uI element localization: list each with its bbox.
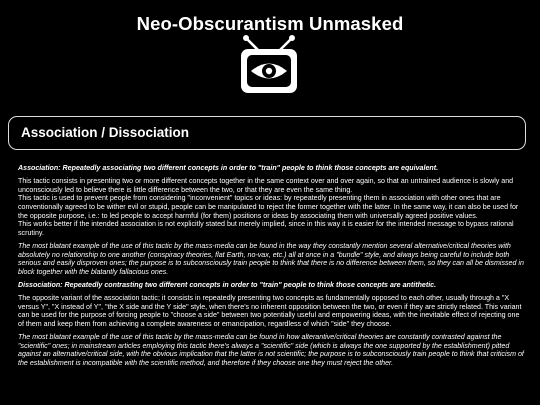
association-heading: Association: Repeatedly associating two different concepts in order to "train" people to think those concepts are equivalent. — [18, 164, 439, 172]
tv-eye-icon — [236, 34, 302, 98]
section-title: Association / Dissociation — [21, 125, 190, 140]
site-title: Neo-Obscurantism Unmasked — [136, 13, 404, 34]
association-paragraph-1: This tactic consists in presenting two or more different concepts together in the same context over and over again, so that an untrained audience is slowly and unconsciously led to believe there is little difference between the two, or that they are even the same thing. — [18, 176, 514, 194]
dissociation-example: The most blatant example of the use of this tactic by the mass-media can be found in how alterantive/critical theories are constantly contrasted against the "scientific" ones; in mainstream articles employing this tactic there's always a "scientific" side (which is always the one supported by the establishment) pitted against an alternative/critical side, with the obvious implication that the latter is not scientific; the purpose is to subconsciously train people to think that criticism of the establishment is incompatible with the scientific method, and therefore if they choose one they must reject the other. — [18, 332, 524, 367]
dissociation-paragraph-1: The opposite variant of the association tactic; it consists in repeatedly presenting two concepts as fundamentally opposed to each other, usually through a "X versus Y", "X instead of Y", "the X side and the Y side" style, when there's no inherent opposition between the two, or even if they are strictly related. This variant can be used for the purpose of forcing people to "choose a side" between two potentially useful and empowering ideas, with the inevitable effect of rejecting one of them and keep them from achieving a complete awareness or emancipation, regardless of which "side" they choose. — [18, 293, 522, 328]
dissociation-heading: Dissociation: Repeatedly contrasting two different concepts in order to "train" people to think those concepts are antithetic. — [18, 281, 437, 289]
association-example: The most blatant example of the use of this tactic by the mass-media can be found in the way they constantly mention several alternative/critical theories with absolutely no relationship to one another (conspiracy theories, flat Earth, no-vax, etc.) all at once in a "bundle" style, and always being careful to include both serious and easily disproven ones; the purpose is to subconsciously train people to think that there is no difference between them, so they can all be dismissed in block together with the blatantly fallacious ones. — [18, 242, 524, 277]
association-paragraph-3: This works better if the intended association is not explicitly stated but merely implied, since in this way it is easier for the intended message to bypass rational scrutiny. — [18, 220, 514, 238]
association-paragraph-2: This tactic is used to prevent people from considering "inconvenient" topics or ideas: by repeatedly presenting them in association with other ones that are conventionally agreed to be wither evil or stupid, people can be manipulated to reject the former together with the latter. In the same way, it can also be used for the opposite purpose, i.e.: to led people to accept harmful (for them) positions or ideas by associating them with universally agreed positive values. — [18, 194, 519, 220]
article-content — [18, 164, 525, 372]
section-header — [8, 116, 526, 150]
